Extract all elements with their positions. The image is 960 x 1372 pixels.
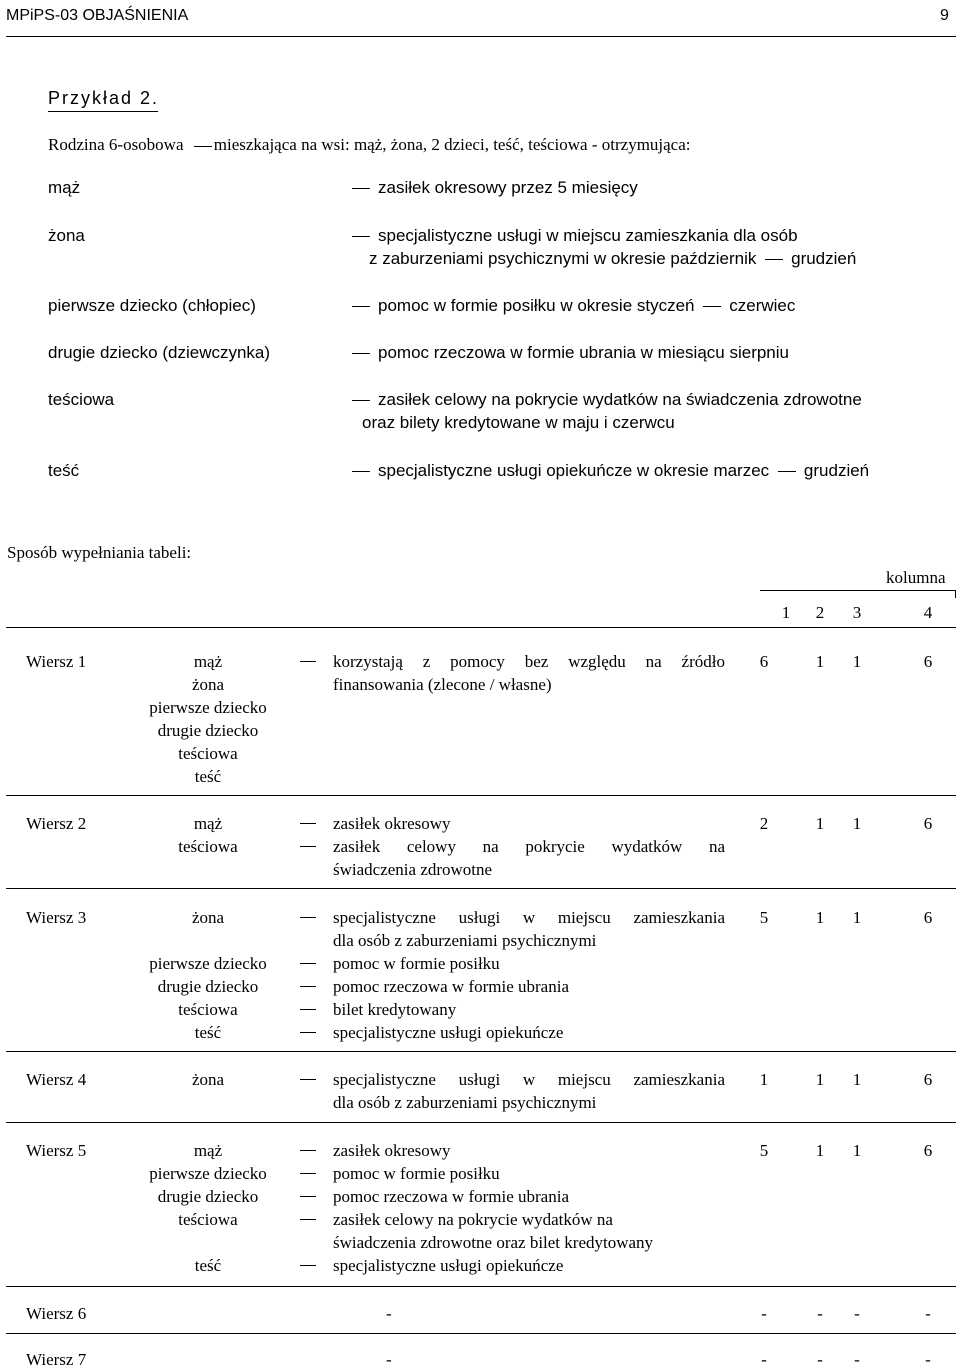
dash-icon (352, 236, 370, 237)
member-name: żona (48, 226, 85, 245)
member-name: drugie dziecko (dziewczynka) (48, 343, 271, 362)
example-intro (48, 133, 691, 156)
row-dashes (298, 906, 320, 1044)
dash-icon (300, 1196, 316, 1197)
dash-icon (300, 1079, 316, 1080)
columns-label: kolumna (886, 568, 946, 587)
dash-icon (703, 306, 721, 307)
table-top-rule (6, 627, 956, 628)
intro-dash (194, 146, 212, 147)
dash-icon (300, 1219, 316, 1220)
row-dashes (298, 650, 320, 673)
dash-icon (300, 846, 316, 847)
member-name: teść (48, 461, 80, 480)
row-rule (6, 1286, 956, 1287)
member-name: teściowa (48, 390, 115, 409)
row-names: mąż teściowa (178, 814, 238, 856)
dash-icon (352, 353, 370, 354)
dash-icon (300, 1032, 316, 1033)
dash-icon (352, 471, 370, 472)
dash-icon (300, 1150, 316, 1151)
example-heading-underline (48, 111, 158, 112)
member-benefit: zasiłek celowy na pokrycie wydatków na świadczenia zdrowotne (352, 388, 862, 411)
member-benefit-cont: oraz bilety kredytowane w maju i czerwcu (362, 413, 675, 432)
row-description: specjalistyczne usługi w miejscu zamieszkania dla osób z zaburzeniami psychicznymi pomoc w formie posiłku pomoc rzeczowa w formie ubrania bilet kredytowany specjalistyczne usługi opiekuńcze (333, 908, 725, 1042)
column-number: 3 (852, 603, 862, 622)
dash-icon (300, 1173, 316, 1174)
row-description: zasiłek okresowy zasiłek celowy na pokrycie wydatków na świadczenia zdrowotne (333, 814, 725, 879)
column-number: 4 (923, 603, 933, 622)
row-description: zasiłek okresowy pomoc w formie posiłku pomoc rzeczowa w formie ubrania zasiłek celowy na pokrycie wydatków na świadczenia zdrowotne oraz bilet kredytowany specjalistyczne usługi opiekuńcze (333, 1141, 654, 1275)
table-intro: Sposób wypełniania tabeli: (7, 543, 192, 562)
row-label: Wiersz 4 (26, 1070, 87, 1089)
row-rule (6, 1051, 956, 1052)
column-header-rule (760, 590, 955, 591)
row-label: Wiersz 7 (26, 1350, 87, 1369)
row-names: żona pierwsze dziecko drugie dziecko teściowa teść (149, 908, 267, 1042)
member-benefit: specjalistyczne usługi opiekuńcze w okresie marzec grudzień (352, 459, 869, 482)
intro-text: Rodzina 6-osobowa (48, 135, 184, 154)
member-benefit-cont: z zaburzeniami psychicznymi w okresie październik grudzień (369, 249, 857, 268)
dash-icon (778, 471, 796, 472)
dash-icon (300, 1265, 316, 1266)
dash-icon (300, 917, 316, 918)
member-name: mąż (48, 178, 81, 197)
dash-icon (300, 661, 316, 662)
intro-rest: mieszkająca na wsi: mąż, żona, 2 dzieci, teść, teściowa - otrzymująca: (213, 135, 691, 154)
dash-icon (352, 188, 370, 189)
column-number: 2 (815, 603, 825, 622)
row-description-dash: - (386, 1350, 392, 1369)
dash-icon (352, 306, 370, 307)
row-names: mąż pierwsze dziecko drugie dziecko teściowa teść (149, 1141, 267, 1275)
row-description: specjalistyczne usługi w miejscu zamieszkania dla osób z zaburzeniami psychicznymi (333, 1070, 725, 1112)
member-benefit: pomoc rzeczowa w formie ubrania w miesiącu sierpniu (352, 341, 789, 364)
page-number: 9 (940, 7, 949, 24)
row-names: mąż żona pierwsze dziecko drugie dziecko teściowa teść (149, 652, 267, 786)
member-benefit: specjalistyczne usługi w miejscu zamieszkania dla osób (352, 224, 798, 247)
row-rule (6, 1333, 956, 1334)
member-benefit: zasiłek okresowy przez 5 miesięcy (352, 176, 638, 199)
row-label: Wiersz 1 (26, 652, 87, 671)
row-rule (6, 795, 956, 796)
header-rule (6, 36, 956, 37)
member-benefit: pomoc w formie posiłku w okresie styczeń czerwiec (352, 294, 795, 317)
column-number: 1 (781, 603, 791, 622)
row-dashes (298, 1139, 320, 1277)
dash-icon (300, 963, 316, 964)
member-name: pierwsze dziecko (chłopiec) (48, 296, 256, 315)
row-dashes (298, 812, 320, 858)
dash-icon (300, 986, 316, 987)
row-dashes (298, 1068, 320, 1091)
row-label: Wiersz 3 (26, 908, 87, 927)
example-heading: Przykład 2. (48, 88, 160, 108)
dash-icon (300, 823, 316, 824)
row-label: Wiersz 2 (26, 814, 87, 833)
row-description: korzystają z pomocy bez względu na źródło finansowania (zlecone / własne) (333, 652, 725, 694)
row-rule (6, 1122, 956, 1123)
dash-icon (300, 1009, 316, 1010)
row-rule (6, 888, 956, 889)
document-header-title: MPiPS-03 OBJAŚNIENIA (6, 7, 189, 24)
column-header-tick (955, 590, 956, 598)
dash-icon (765, 259, 783, 260)
dash-icon (352, 400, 370, 401)
row-names: żona (191, 1070, 225, 1089)
row-description-dash: - (386, 1304, 392, 1323)
row-label: Wiersz 6 (26, 1304, 87, 1323)
row-label: Wiersz 5 (26, 1141, 87, 1160)
